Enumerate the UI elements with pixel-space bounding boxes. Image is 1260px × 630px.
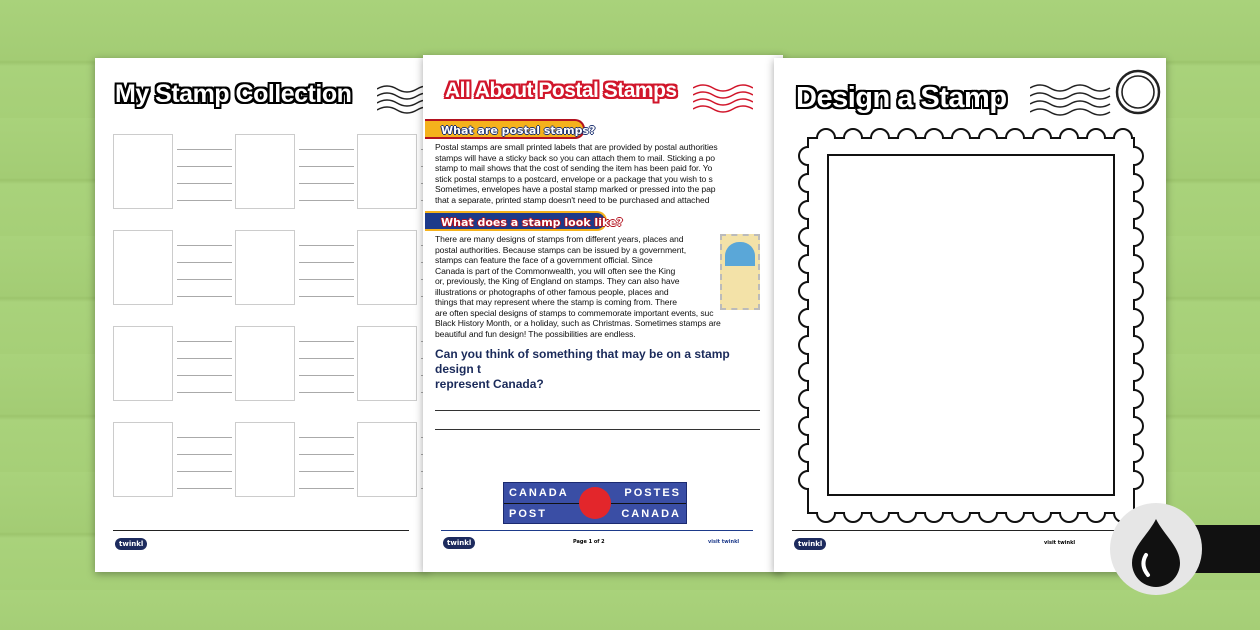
text-line: stamp to mail shows that the cost of sending the item has been paid for. Yo	[435, 163, 713, 173]
notes-lines[interactable]	[299, 341, 354, 409]
twinkl-logo: twinkl	[115, 538, 147, 550]
worksheet-title: My Stamp Collection	[115, 80, 352, 108]
footer-divider	[441, 530, 753, 531]
worksheet-title: All About Postal Stamps	[445, 79, 677, 102]
twinkl-logo: twinkl	[794, 538, 826, 550]
text-line: postal authorities. Because stamps can be issued by a government,	[435, 244, 686, 255]
worksheet-content	[423, 119, 760, 430]
text-line: illustrations or photographs of other famous people, places and	[435, 286, 669, 297]
stamp-design-area[interactable]	[774, 58, 1166, 528]
worksheet-all-about-postal-stamps	[423, 55, 783, 572]
canada-post-eagle-icon	[579, 487, 611, 519]
footer-link: visit twinkl	[708, 539, 740, 545]
canada-post-logo	[503, 482, 687, 524]
logo-text: POST	[509, 508, 547, 520]
text-line: stamps can feature the face of a government official. Since	[435, 255, 653, 265]
stamp-slot[interactable]	[357, 422, 417, 497]
stamp-slot[interactable]	[235, 134, 295, 209]
page-number: Page 1 of 2	[573, 539, 605, 545]
sample-stamp-illustration	[720, 234, 760, 310]
text-line: Postal stamps are small printed labels that are provided by postal authorities	[435, 142, 718, 152]
logo-text: POSTES	[624, 487, 681, 499]
text-line: Canada is part of the Commonwealth, you will often see the King	[435, 265, 676, 276]
worksheet-my-stamp-collection	[95, 58, 427, 572]
stamp-slot[interactable]	[235, 326, 295, 401]
stamp-slot[interactable]	[235, 230, 295, 305]
postmark-waves-icon	[693, 83, 753, 113]
text-line: stamps will have a sticky back so you can attach them to mail. Sticking a po	[435, 152, 715, 163]
answer-line[interactable]	[435, 410, 760, 411]
stamp-slot[interactable]	[357, 230, 417, 305]
notes-lines[interactable]	[299, 245, 354, 313]
stamp-slot[interactable]	[235, 422, 295, 497]
worksheet-design-a-stamp	[774, 58, 1166, 572]
stamp-slot[interactable]	[113, 326, 173, 401]
text-line: or, previously, the King of England on stamps. They can also have	[435, 276, 680, 286]
stamp-slot[interactable]	[113, 230, 173, 305]
section-heading: What does a stamp look like?	[425, 211, 607, 231]
notes-lines[interactable]	[177, 245, 232, 313]
text-line: that a separate, printed stamp doesn't need to be purchased and attached	[435, 194, 710, 205]
logo-text: CANADA	[509, 487, 569, 499]
notes-lines[interactable]	[177, 341, 232, 409]
stamp-slot[interactable]	[113, 422, 173, 497]
notes-lines[interactable]	[299, 437, 354, 505]
section-text	[435, 234, 760, 339]
notes-lines[interactable]	[177, 437, 232, 505]
footer-link: visit twinkl	[1044, 540, 1076, 546]
worksheet-title: Design a Stamp	[796, 82, 1007, 114]
text-line: Black History Month, or a holiday, such as Christmas. Sometimes stamps are	[435, 318, 721, 328]
notes-lines[interactable]	[177, 149, 232, 217]
section-text	[435, 142, 760, 205]
logo-text: CANADA	[621, 508, 681, 520]
stamp-slot[interactable]	[357, 134, 417, 209]
stamp-slot[interactable]	[357, 326, 417, 401]
twinkl-logo: twinkl	[443, 537, 475, 549]
ink-drop-badge	[1110, 503, 1202, 595]
ink-drop-icon	[1110, 503, 1202, 595]
notes-lines[interactable]	[299, 149, 354, 217]
answer-line[interactable]	[435, 429, 760, 430]
question-text: Can you think of something that may be on a stamp design t represent Canada?	[435, 347, 730, 391]
postmark-waves-icon	[377, 83, 427, 119]
section-heading: What are postal stamps?	[425, 119, 585, 139]
footer-divider	[113, 530, 409, 531]
text-line: are often special designs of stamps to commemorate important events, suc	[435, 307, 714, 318]
text-line: Sometimes, envelopes have a postal stamp marked or pressed into the pap	[435, 184, 716, 194]
text-line: There are many designs of stamps from different years, places and	[435, 234, 684, 244]
text-line: stick postal stamps to a postcard, envelope or a package that you wish to s	[435, 173, 713, 184]
text-line: beautiful and fun design! The possibilities are endless.	[435, 328, 636, 339]
stamp-slot[interactable]	[113, 134, 173, 209]
footer-divider	[792, 530, 1148, 531]
text-line: things that may represent where the stamp is coming from. There	[435, 297, 677, 307]
